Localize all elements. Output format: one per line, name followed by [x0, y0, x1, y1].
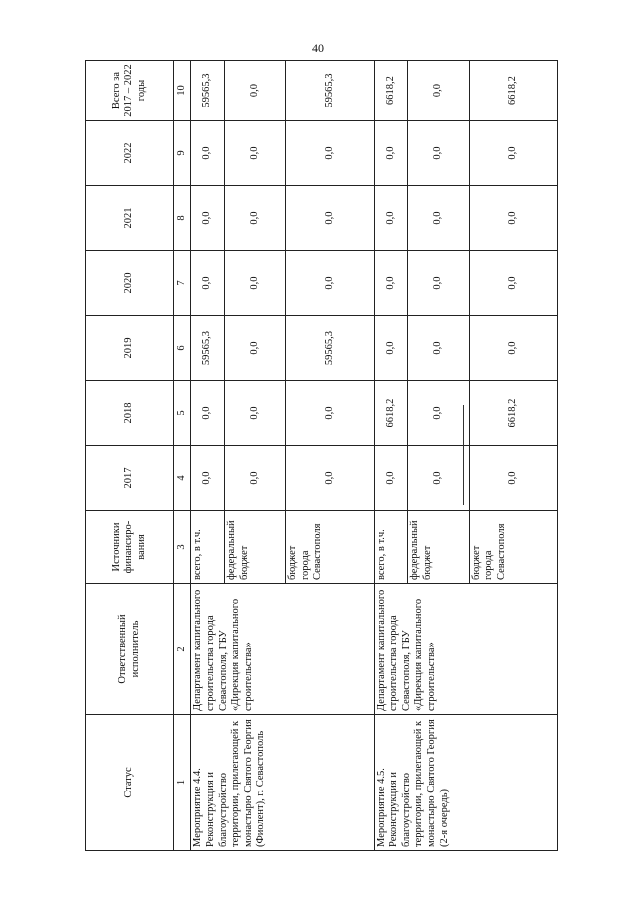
value-cell: 0,0: [469, 251, 557, 316]
col-number: 2: [174, 584, 191, 715]
funding-source: федеральный бюджет: [225, 511, 286, 584]
value-cell: 0,0: [225, 316, 286, 381]
funding-source: федеральный бюджет: [408, 511, 469, 584]
value-cell: 0,0: [408, 251, 469, 316]
measure-executor: Департамент капитального строительства города Севастополя, ГБУ «Дирекция капитального строительства»: [191, 584, 374, 715]
value-cell: 0,0: [191, 381, 225, 446]
value-cell: 59565,3: [191, 61, 225, 121]
header-2022: 2022: [86, 121, 174, 186]
value-cell: 0,0: [408, 381, 469, 446]
value-cell: 0,0: [225, 446, 286, 511]
value-cell: 0,0: [191, 121, 225, 186]
value-cell: 0,0: [225, 381, 286, 446]
measure-executor: Департамент капитального строительства города Севастополя, ГБУ «Дирекция капитального строительства»: [374, 584, 557, 715]
page-number: 40: [312, 41, 324, 55]
value-cell: 0,0: [469, 446, 557, 511]
measure-status: Мероприятие 4.4. Реконструкция и благоустройство территории, прилегающей к монастырю Святого Георгия (Фиолент), г. Севастополь: [191, 715, 374, 851]
col-number: 7: [174, 251, 191, 316]
value-cell: 6618,2: [469, 61, 557, 121]
value-cell: 0,0: [469, 186, 557, 251]
table-row: [191, 61, 225, 851]
value-cell: 6618,2: [374, 61, 408, 121]
funding-source: бюджет города Севастополя: [469, 511, 557, 584]
value-cell: 0,0: [408, 316, 469, 381]
value-cell: 0,0: [408, 446, 469, 511]
value-cell: 59565,3: [286, 316, 374, 381]
value-cell: 0,0: [225, 251, 286, 316]
col-number: 4: [174, 446, 191, 511]
col-number: 9: [174, 121, 191, 186]
header-row: [86, 61, 174, 851]
value-cell: 0,0: [286, 381, 374, 446]
col-number: 3: [174, 511, 191, 584]
value-cell: 0,0: [408, 61, 469, 121]
value-cell: 59565,3: [191, 316, 225, 381]
value-cell: 59565,3: [286, 61, 374, 121]
value-cell: 0,0: [374, 446, 408, 511]
end-dash-line: [463, 405, 464, 505]
table-row: [374, 61, 408, 851]
financing-table: [85, 60, 558, 851]
value-cell: 0,0: [374, 251, 408, 316]
value-cell: 0,0: [225, 61, 286, 121]
rotated-table-container: [85, 61, 558, 851]
header-2019: 2019: [86, 316, 174, 381]
col-number: 6: [174, 316, 191, 381]
header-2018: 2018: [86, 381, 174, 446]
funding-source: всего, в т.ч.: [191, 511, 225, 584]
value-cell: 0,0: [469, 316, 557, 381]
value-cell: 0,0: [374, 186, 408, 251]
value-cell: 0,0: [191, 251, 225, 316]
value-cell: 0,0: [225, 121, 286, 186]
value-cell: 0,0: [374, 316, 408, 381]
value-cell: 0,0: [469, 121, 557, 186]
value-cell: 0,0: [225, 186, 286, 251]
col-number: 10: [174, 61, 191, 121]
column-number-row: [174, 61, 191, 851]
value-cell: 0,0: [286, 186, 374, 251]
col-number: 1: [174, 715, 191, 851]
value-cell: 0,0: [191, 186, 225, 251]
header-executor: Ответственный исполнитель: [86, 584, 174, 715]
col-number: 8: [174, 186, 191, 251]
funding-source: всего, в т.ч.: [374, 511, 408, 584]
value-cell: 0,0: [191, 446, 225, 511]
value-cell: 0,0: [408, 186, 469, 251]
measure-status: Мероприятие 4.5. Реконструкция и благоустройство территории, прилегающей к монастырю Святого Георгия (2-я очередь): [374, 715, 557, 851]
value-cell: 6618,2: [374, 381, 408, 446]
header-2017: 2017: [86, 446, 174, 511]
header-2021: 2021: [86, 186, 174, 251]
col-number: 5: [174, 381, 191, 446]
value-cell: 6618,2: [469, 381, 557, 446]
header-2020: 2020: [86, 251, 174, 316]
value-cell: 0,0: [374, 121, 408, 186]
value-cell: 0,0: [286, 446, 374, 511]
value-cell: 0,0: [408, 121, 469, 186]
header-total: Всего за 2017 – 2022 годы: [86, 61, 174, 121]
funding-source: бюджет города Севастополя: [286, 511, 374, 584]
value-cell: 0,0: [286, 251, 374, 316]
header-status: Статус: [86, 715, 174, 851]
header-source: Источники финансиро-вания: [86, 511, 174, 584]
value-cell: 0,0: [286, 121, 374, 186]
